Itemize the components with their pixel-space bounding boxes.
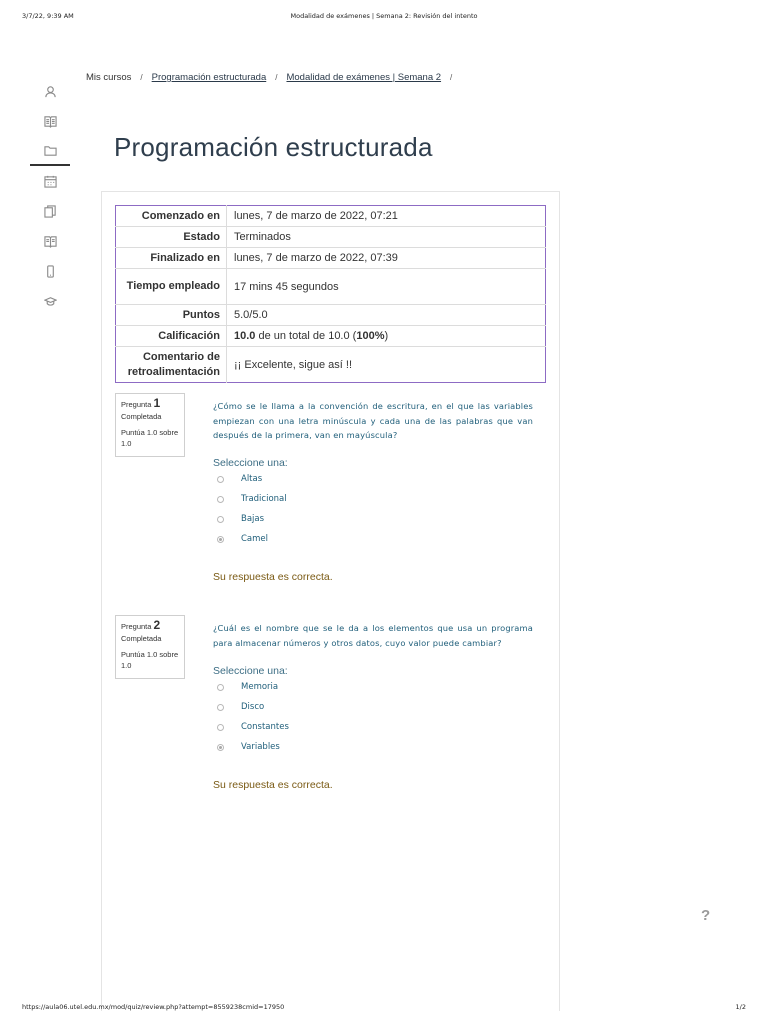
answer-option[interactable] — [217, 489, 287, 509]
breadcrumb-mis-cursos[interactable]: Mis cursos — [86, 72, 132, 83]
question-info-1 — [115, 393, 185, 457]
finished-value: lunes, 7 de marzo de 2022, 07:39 — [227, 248, 546, 269]
grade-label: Calificación — [116, 326, 227, 347]
question-label: Pregunta — [121, 622, 152, 631]
radio-button[interactable] — [217, 704, 224, 711]
radio-button-checked[interactable] — [217, 536, 224, 543]
answer-feedback-2: Su respuesta es correcta. — [213, 779, 333, 791]
answer-label: Disco — [241, 702, 265, 712]
answer-option[interactable] — [217, 509, 287, 529]
answer-option[interactable] — [217, 697, 289, 717]
summary-row-feedback — [116, 347, 546, 383]
started-label: Comenzado en — [116, 206, 227, 227]
library-icon[interactable] — [30, 226, 70, 256]
question-label: Pregunta — [121, 400, 152, 409]
grade-value — [227, 326, 546, 347]
attempt-summary-table — [115, 205, 546, 383]
answer-label: Memoria — [241, 682, 279, 692]
radio-button-checked[interactable] — [217, 744, 224, 751]
radio-button[interactable] — [217, 516, 224, 523]
breadcrumb-course[interactable]: Programación estructurada — [151, 72, 267, 83]
grade-end: ) — [384, 330, 389, 342]
select-one-prompt-1: Seleccione una: — [213, 457, 288, 469]
breadcrumb — [86, 72, 461, 83]
finished-label: Finalizado en — [116, 248, 227, 269]
folder-icon[interactable] — [30, 136, 70, 166]
answer-label: Tradicional — [241, 494, 287, 504]
answer-option[interactable] — [217, 469, 287, 489]
radio-button[interactable] — [217, 684, 224, 691]
question-grade: Puntúa 1.0 sobre 1.0 — [121, 428, 179, 448]
breadcrumb-separator: / — [275, 73, 278, 82]
calendar-icon[interactable] — [30, 166, 70, 196]
question-grade: Puntúa 1.0 sobre 1.0 — [121, 650, 179, 670]
answer-list-1 — [217, 469, 287, 549]
user-icon[interactable] — [30, 76, 70, 106]
answer-label: Bajas — [241, 514, 265, 524]
summary-row-points — [116, 305, 546, 326]
answer-option-selected[interactable] — [217, 737, 289, 757]
breadcrumb-separator: / — [140, 73, 143, 82]
answer-label: Camel — [241, 534, 269, 544]
state-value: Terminados — [227, 227, 546, 248]
question-state: Completada — [121, 412, 162, 421]
question-number: 2 — [153, 618, 161, 632]
radio-button[interactable] — [217, 724, 224, 731]
print-page-number: 1/2 — [735, 1003, 746, 1011]
answer-label: Constantes — [241, 722, 289, 732]
help-icon[interactable]: ? — [701, 907, 711, 924]
print-doc-title: Modalidad de exámenes | Semana 2: Revisión del intento — [290, 12, 478, 20]
grade-middle: de un total de 10.0 ( — [255, 330, 357, 342]
copy-icon[interactable] — [30, 196, 70, 226]
question-text-1: ¿Cómo se le llama a la convención de escritura, en el que las variables empiezan con una letra minúscula y cada una de las palabras que van después de la primera, van en mayúscula? — [213, 401, 533, 440]
summary-row-state — [116, 227, 546, 248]
print-header — [22, 12, 746, 22]
question-text-2: ¿Cuál es el nombre que se le da a los elementos que usa un programa para almacenar números y otros datos, cuyo valor puede cambiar? — [213, 623, 533, 648]
grade-percent: 100% — [356, 330, 385, 342]
answer-option[interactable] — [217, 717, 289, 737]
answer-label: Altas — [241, 474, 263, 484]
print-date: 3/7/22, 9:39 AM — [22, 12, 74, 20]
question-info-2 — [115, 615, 185, 679]
radio-button[interactable] — [217, 476, 224, 483]
summary-row-time — [116, 269, 546, 305]
print-url: https://aula06.utel.edu.mx/mod/quiz/review.php?attempt=8559238cmid=17950 — [22, 1003, 285, 1011]
page-title: Programación estructurada — [114, 132, 433, 162]
answer-list-2 — [217, 677, 289, 757]
answer-label: Variables — [241, 742, 280, 752]
mobile-icon[interactable] — [30, 256, 70, 286]
points-label: Puntos — [116, 305, 227, 326]
started-value: lunes, 7 de marzo de 2022, 07:21 — [234, 210, 398, 222]
time-label: Tiempo empleado — [116, 269, 227, 305]
summary-row-started — [116, 206, 546, 227]
graduation-cap-icon[interactable] — [30, 286, 70, 316]
feedback-value: ¡¡ Excelente, sigue así !! — [227, 347, 546, 383]
answer-option[interactable] — [217, 677, 289, 697]
select-one-prompt-2: Seleccione una: — [213, 665, 288, 677]
summary-row-grade — [116, 326, 546, 347]
print-footer — [22, 1003, 746, 1013]
grade-score: 10.0 — [234, 330, 256, 342]
feedback-label: Comentario de retroalimentación — [116, 347, 227, 383]
state-label: Estado — [116, 227, 227, 248]
points-value: 5.0/5.0 — [227, 305, 546, 326]
time-value: 17 mins 45 segundos — [227, 269, 546, 305]
question-state: Completada — [121, 634, 162, 643]
answer-feedback-1: Su respuesta es correcta. — [213, 571, 333, 583]
breadcrumb-quiz[interactable]: Modalidad de exámenes | Semana 2 — [286, 72, 442, 83]
summary-row-finished — [116, 248, 546, 269]
book-icon[interactable] — [30, 106, 70, 136]
answer-option-selected[interactable] — [217, 529, 287, 549]
question-number: 1 — [153, 396, 161, 410]
radio-button[interactable] — [217, 496, 224, 503]
side-nav — [30, 76, 70, 316]
breadcrumb-separator: / — [450, 73, 453, 82]
